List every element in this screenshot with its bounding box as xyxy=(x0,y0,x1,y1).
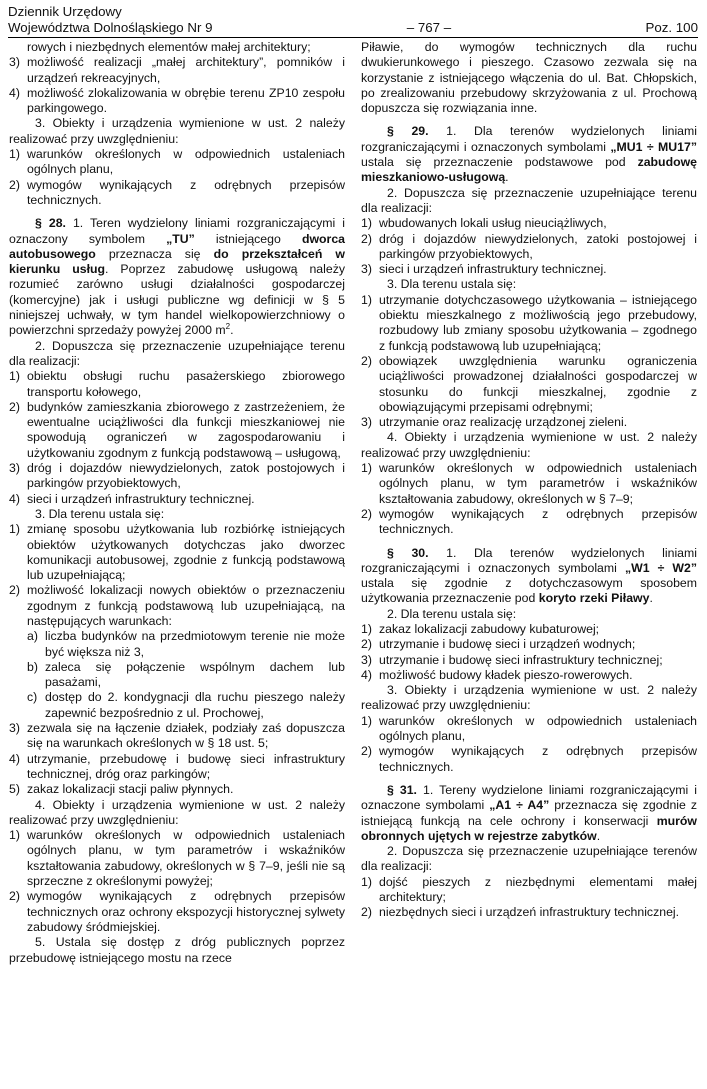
list-item: 1) warunków określonych w odpowiednich ustaleniach ogólnych planu, w tym parametrów i wskaźników kształtowania zabudowy, określonych w § 7–9; xyxy=(361,461,697,506)
list-item: 1) warunków określonych w odpowiednich ustaleniach ogólnych planu, w tym parametrów i wskaźników kształtowania zabudowy, określonych w § 7–9, jeśli nie są sprzeczne z określonymi powyżej; xyxy=(9,828,345,889)
sub-list-item: b) zaleca się połączenie wspólnym dachem lub pasażami, xyxy=(27,659,345,690)
list-item: 3) sieci i urządzeń infrastruktury technicznej. xyxy=(361,262,607,277)
list-item: 1) warunków określonych w odpowiednich ustaleniach ogólnych planu, xyxy=(361,713,697,744)
sub-list-item: c) dostęp do 2. kondygnacji dla ruchu pieszego należy zapewnić bezpośrednio z ul. Prochowej, xyxy=(27,690,345,720)
list-item: 2) dróg i dojazdów niewydzielonych, zatoki postojowej i parkingów przyobiektowych, xyxy=(361,231,697,261)
page-header xyxy=(8,4,698,35)
paragraph: 2. Dopuszcza się przeznaczenie uzupełniające terenu dla realizacji: xyxy=(9,338,345,368)
section-30: § 30. 1. Dla terenów wydzielonych liniami rozgraniczającymi i oznaczonych symbolami „W1 ÷ W2” ustala się zgodnie z dotychczasowym sposobem użytkowania przeznaczenie pod koryto rzeki Piławy. xyxy=(361,545,697,606)
page-number: – 767 – xyxy=(406,19,452,35)
list-item: 3) utrzymanie oraz realizację urządzonej zieleni. xyxy=(361,415,628,430)
list-item: 1) wbudowanych lokali usług nieuciążliwych, xyxy=(361,216,607,231)
list-item: 2) obowiązek uwzględnienia warunku ograniczenia uciążliwości prowadzonej działalności gospodarczej w stosunku do funkcji mieszkalnej, zgodnie z obowiązującymi przepisami odrębnymi; xyxy=(361,353,697,414)
position-number: Poz. 100 xyxy=(645,19,698,35)
list-item: rowych i niezbędnych elementów małej architektury; xyxy=(27,40,311,54)
paragraph: 2. Dopuszcza się przeznaczenie uzupełniające terenu dla realizacji: xyxy=(361,185,697,215)
paragraph: 3. Obiekty i urządzenia wymienione w ust. 2 należy realizować przy uwzględnieniu: xyxy=(9,116,345,146)
right-column xyxy=(361,40,697,921)
list-item: 3) możliwość realizacji „małej architektury”, pomników i urządzeń rekreacyjnych, xyxy=(9,55,345,85)
list-item: 2) budynków zamieszkania zbiorowego z zastrzeżeniem, że ewentualne uciążliwości dla funkcji mieszkaniowej nie spowodują ograniczeń w zagospodarowaniu i użytkowaniu zgodnym z funkcją podstawową – usługową, xyxy=(9,399,345,460)
paragraph: Piławie, do wymogów technicznych dla ruchu dwukierunkowego i pieszego. Czasowo zezwala się na korzystanie z istniejącego włączenia do ul. Bat. Chłopskich, po zrealizowaniu przebudowy skrzyżowania z ul. Prochową dopuszcza się rozwiązania inne. xyxy=(361,40,697,116)
list-item: 2) wymogów wynikających z odrębnych przepisów technicznych. xyxy=(9,177,345,207)
list-item: 2) wymogów wynikających z odrębnych przepisów technicznych. xyxy=(361,744,697,774)
list-item: 4) utrzymanie, przebudowę i budowę sieci infrastruktury technicznej, dróg oraz parkingów; xyxy=(9,751,345,781)
list-item: 2) wymogów wynikających z odrębnych przepisów technicznych. xyxy=(361,506,697,537)
list-item: 2) utrzymanie i budowę sieci i urządzeń wodnych; xyxy=(361,637,636,652)
section-number: § 30. xyxy=(387,545,429,560)
list-item: 5) zakaz lokalizacji stacji paliw płynnych. xyxy=(9,782,234,797)
list-item: 4) możliwość zlokalizowania w obrębie terenu ZP10 zespołu parkingowego. xyxy=(9,85,345,116)
section-29: § 29. 1. Dla terenów wydzielonych liniami rozgraniczającymi i oznaczonych symbolami „MU1 ÷ MU17” ustala się przeznaczenie podstawowe pod zabudowę mieszkaniowo-usługową. xyxy=(361,124,697,185)
list-item: 2) możliwość lokalizacji nowych obiektów o przeznaczeniu zgodnym z funkcją podstawową lub uzupełniającą, na następujących warunkach: xyxy=(9,583,345,628)
list-item: 3) zezwala się na łączenie działek, podziały zaś dopuszcza się na warunkach określonych w § 18 ust. 5; xyxy=(9,721,345,751)
paragraph: 3. Dla terenu ustala się: xyxy=(387,277,517,292)
list-item: 1) zmianę sposobu użytkowania lub rozbiórkę istniejących obiektów użytkowanych dotychczas jako dworzec komunikacji autobusowej, zgodnie z funkcją podstawową lub uzupełniającą; xyxy=(9,522,345,583)
paragraph: 4. Obiekty i urządzenia wymienione w ust. 2 należy realizować przy uwzględnieniu: xyxy=(361,430,697,460)
paragraph: 3. Obiekty i urządzenia wymienione w ust. 2 należy realizować przy uwzględnieniu: xyxy=(361,683,697,713)
list-item: 1) warunków określonych w odpowiednich ustaleniach ogólnych planu, xyxy=(9,147,345,177)
paragraph: 4. Obiekty i urządzenia wymienione w ust. 2 należy realizować przy uwzględnieniu: xyxy=(9,797,345,827)
list-item: 1) obiektu obsługi ruchu pasażerskiego zbiorowego transportu kołowego, xyxy=(9,369,345,399)
left-column xyxy=(9,40,345,966)
section-31: § 31. 1. Tereny wydzielone liniami rozgraniczającymi i oznaczone symbolami „A1 ÷ A4” przeznacza się zgodnie z istniejącą funkcją na cele ochrony i konserwacji murów obronnych ujętych w rejestrze zabytków. xyxy=(361,782,697,843)
header-row xyxy=(8,20,698,36)
sub-list-item: a) liczba budynków na przedmiotowym terenie nie może być większa niż 3, xyxy=(27,629,345,659)
section-28: § 28. 1. Teren wydzielony liniami rozgraniczającymi i oznaczony symbolem „TU” istniejącego dworca autobusowego przeznacza się do przekształceń w kierunku usług. Poprzez zabudowę usługową należy rozumieć zarówno usługi działalności gospodarczej (komercyjne) jak i usługi publiczne wg definicji w § 5 niniejszej uchwały, w tym handel wielkopowierzchniowy o powierzchni sprzedaży powyżej 2000 $m^2$. xyxy=(9,216,346,338)
journal-subtitle: Województwa Dolnośląskiego Nr 9 xyxy=(8,19,213,35)
paragraph: 3. Dla terenu ustala się: xyxy=(35,506,165,521)
list-item: 1) zakaz lokalizacji zabudowy kubaturowej; xyxy=(361,621,600,636)
section-number: § 28. xyxy=(35,216,66,231)
list-item: 3) utrzymanie i budowę sieci infrastruktury technicznej; xyxy=(361,652,663,667)
paragraph: 2. Dla terenu ustala się: xyxy=(387,606,517,621)
list-item: 1) dojść pieszych z niezbędnymi elementami małej architektury; xyxy=(361,874,697,905)
section-number: § 29. xyxy=(387,124,429,139)
paragraph: 5. Ustala się dostęp z dróg publicznych poprzez przebudowę istniejącego mostu na rzece xyxy=(9,935,345,965)
list-item: 4) sieci i urządzeń infrastruktury technicznej. xyxy=(9,491,255,506)
paragraph: 2. Dopuszcza się przeznaczenie uzupełniające terenów dla realizacji: xyxy=(361,844,697,874)
list-item: 1) utrzymanie dotychczasowego użytkowania – istniejącego obiektu mieszkalnego z możliwością jego przebudowy, rozbudowy lub zmiany sposobu użytkowania – zgodnego z funkcją podstawową lub uzupełniającą; xyxy=(361,292,697,353)
header-rule xyxy=(8,37,698,38)
list-item: 2) niezbędnych sieci i urządzeń infrastruktury technicznej. xyxy=(361,905,680,920)
list-item: 4) możliwość budowy kładek pieszo-rowerowych. xyxy=(361,667,633,682)
section-number: § 31. xyxy=(387,782,417,797)
list-item: 3) dróg i dojazdów niewydzielonych, zatok postojowych i parkingów przyobiektowych, xyxy=(9,461,345,491)
journal-title: Dziennik Urzędowy xyxy=(8,4,122,19)
list-item: 2) wymogów wynikających z odrębnych przepisów technicznych oraz ochrony ekspozycji historycznej sylwety zabudowy śródmiejskiej. xyxy=(9,889,345,934)
